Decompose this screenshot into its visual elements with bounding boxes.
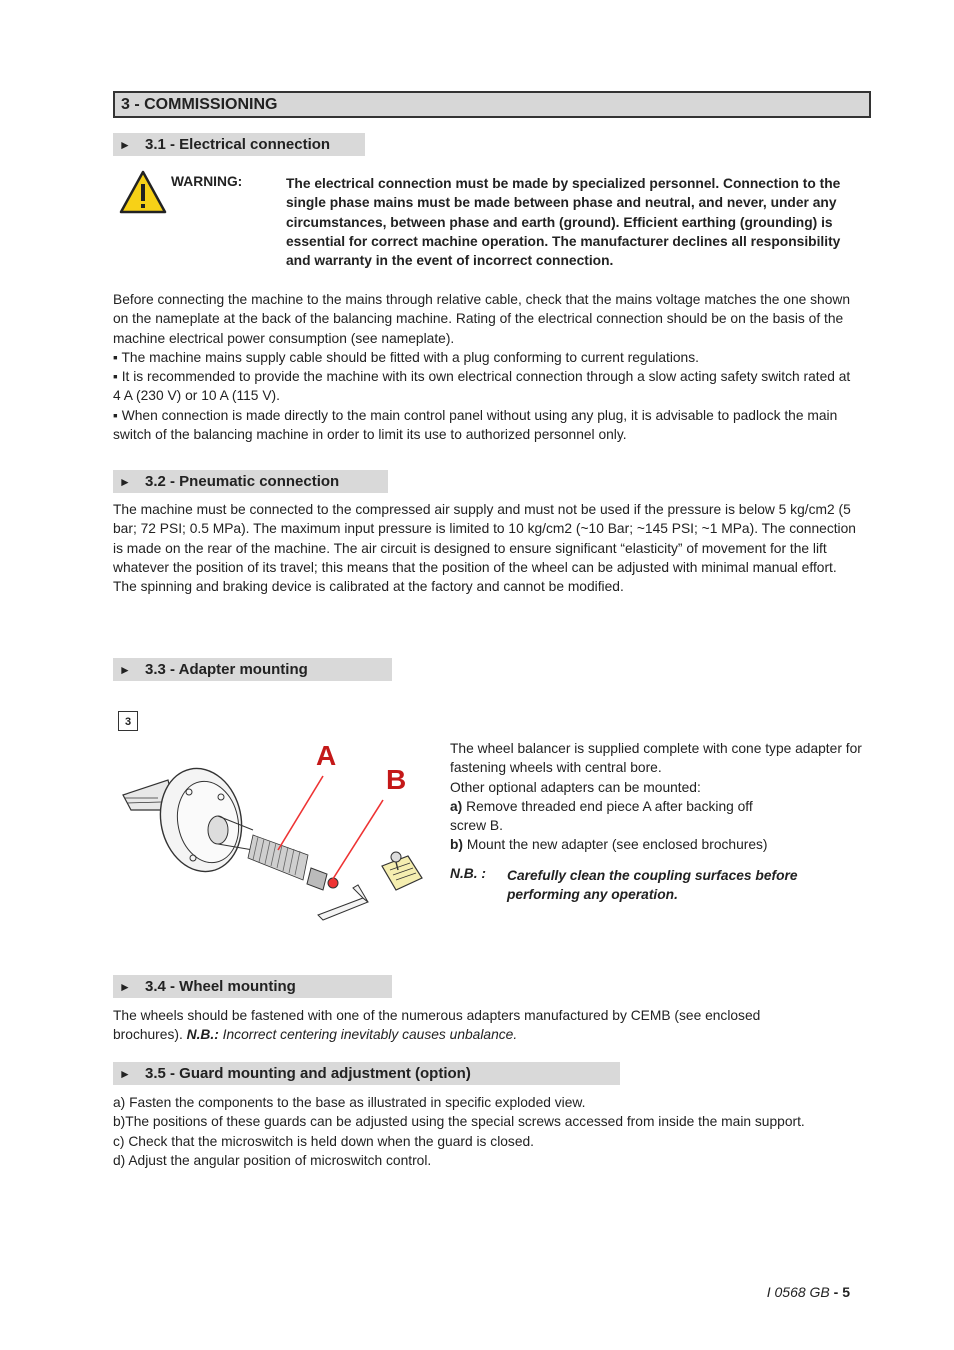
warning-text: The electrical connection must be made by specialized personnel. Connection to the single phase mains must be made between phase and neutral, and never, under any circumstances, between phase and earth (ground). Efficient earthing (grounding) is essential for correct machine operation. The manufacturer declines all responsibility and warranty in the event of incorrect connection. [286,176,841,269]
label-a: A [316,740,337,771]
label-b: B [386,764,407,795]
electrical-paragraph: Before connecting the machine to the mains through relative cable, check that the mains voltage matches the one shown on the nameplate at the back of the balancing machine. Rating of the electrical connection should be on the basis of the machine electrical power consumption (see nameplate). [113,292,851,346]
arrow-right-icon: ► [119,475,131,489]
chapter-title: 3 - COMMISSIONING [113,91,871,118]
bullet-item: ▪ When connection is made directly to the main control panel without using any plug, it is advisable to padlock the main switch of the balancing machine in order to limit its use to authorized personnel only. [113,407,838,443]
adapter-paragraph: The wheel balancer is supplied complete with cone type adapter for fastening wheels with central bore. [450,741,862,776]
nb-label: N.B. : [450,866,487,881]
wheel-text: The wheels should be fastened with one of the numerous adapters manufactured by CEMB (see enclosed brochures). [113,1008,761,1043]
wheel-mounting-body [113,1006,813,1045]
adapter-mounting-illustration [113,740,433,930]
nb-text: Incorrect centering inevitably causes unbalance. [218,1027,518,1043]
list-item: c) Check that the microswitch is held down when the guard is closed. [113,1133,535,1149]
nb-text: Carefully clean the coupling surfaces before performing any operation. [507,868,798,903]
page-number: - 5 [833,1284,850,1300]
step-b [450,835,864,854]
adapter-text [450,739,864,855]
pneumatic-paragraph: The machine must be connected to the compressed air supply and must not be used if the pressure is below 5 kg/cm2 (5 bar; 72 PSI; 0.5 MPa). The maximum input pressure is limited to 10 kg/cm2 (~10 Bar; ~145 PSI; ~1 MPa). The connection is made on the rear of the machine. The air circuit is designed to ensure significant “elasticity” of movement for the lift whatever the position of its travel; this means that the position of the wheel can be adjusted with minimal manual effort. The spinning and braking device is calibrated at the factory and cannot be modified. [113,502,856,595]
section-title: 3.5 - Guard mounting and adjustment (option) [145,1065,471,1082]
step-prefix: b) [450,837,464,853]
step-text: Remove threaded end piece A after backing off screw B. [450,798,753,834]
arrow-right-icon: ► [119,138,131,152]
pneumatic-body [113,500,863,596]
figure-number: 3 [118,711,138,731]
step-text: Mount the new adapter (see enclosed brochures) [463,837,768,853]
arrow-right-icon: ► [119,980,131,994]
list-item: d) Adjust the angular position of microswitch control. [113,1152,432,1168]
section-header-3-1 [113,133,365,156]
electrical-body [113,290,861,444]
step-prefix: a) [450,798,463,814]
arrow-right-icon: ► [119,663,131,677]
section-title: 3.1 - Electrical connection [145,136,331,153]
section-header-3-5 [113,1062,620,1085]
step-a [450,797,760,836]
list-item: b)The positions of these guards can be adjusted using the special screws accessed from inside the main support. [113,1114,805,1130]
document-code: I 0568 GB [766,1284,830,1300]
pinned-note-icon [378,848,426,892]
guard-list [113,1093,863,1170]
section-header-3-2 [113,470,388,493]
arrow-right-icon: ► [119,1067,131,1081]
page-footer [767,1284,850,1300]
section-header-3-4 [113,975,392,998]
section-title: 3.2 - Pneumatic connection [145,473,340,490]
bullet-item: ▪ The machine mains supply cable should be fitted with a plug conforming to current regulations. [113,349,699,365]
adapter-paragraph: Other optional adapters can be mounted: [450,779,701,795]
section-title: 3.3 - Adapter mounting [145,661,308,678]
warning-label: WARNING: [171,174,243,189]
nb-label: N.B.: [186,1027,219,1043]
wheel-mounting-paragraph [113,1006,813,1045]
list-item: a) Fasten the components to the base as illustrated in specific exploded view. [113,1095,586,1110]
warning-triangle-icon [118,169,168,215]
bullet-item: ▪ It is recommended to provide the machine with its own electrical connection through a slow acting safety switch rated at 4 A (230 V) or 10 A (115 V). [113,369,851,404]
section-title: 3.4 - Wheel mounting [145,978,296,995]
section-header-3-3 [113,658,392,681]
